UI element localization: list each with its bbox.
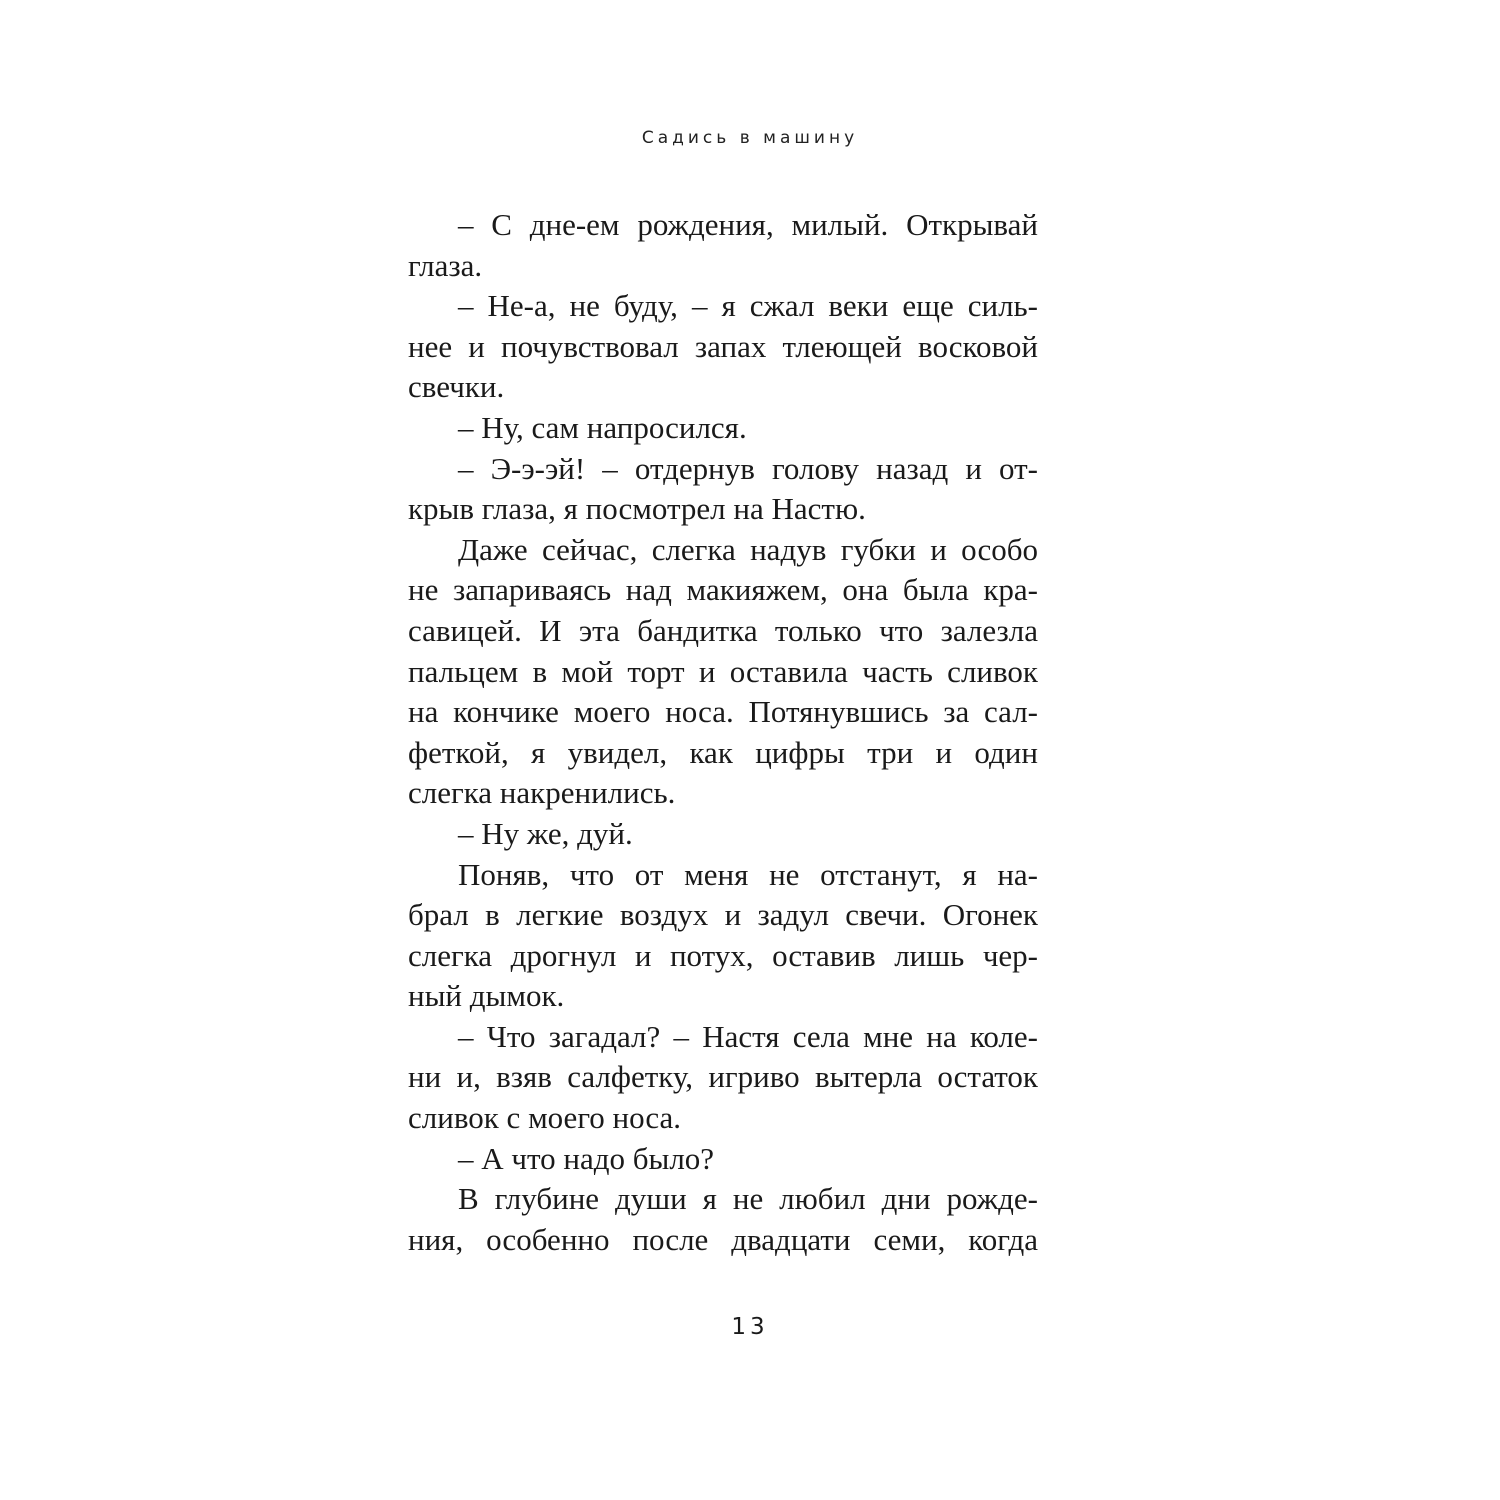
text-line: слегка накренились.: [408, 775, 676, 811]
text-line: В глубине души я не любил дни рожде-: [458, 1181, 1038, 1217]
text-line: феткой, я увидел, как цифры три и один: [408, 734, 1038, 770]
running-head: Садись в машину: [641, 128, 859, 148]
text-line: сливок с моего носа.: [408, 1100, 682, 1136]
text-line: ния, особенно после двадцати семи, когда: [408, 1221, 1038, 1257]
text-line: – Э-э-эй! – отдернув голову назад и от-: [458, 450, 1038, 486]
text-line: брал в легкие воздух и задул свечи. Огонек: [408, 897, 1038, 933]
text-line: – Что загадал? – Настя села мне на коле-: [458, 1018, 1038, 1054]
text-line: на кончике моего носа. Потянувшись за сал-: [408, 694, 1038, 730]
text-line: – С дне-ем рождения, милый. Открывай: [458, 207, 1038, 242]
body-text: [408, 205, 1038, 1260]
text-line: – А что надо было?: [458, 1140, 715, 1176]
text-line: ный дымок.: [408, 978, 565, 1014]
text-line: – Ну, сам напросился.: [458, 409, 747, 445]
page-number: 13: [731, 1314, 769, 1340]
text-line: свечки.: [408, 369, 505, 405]
text-line: крыв глаза, я посмотрел на Настю.: [408, 491, 866, 527]
text-line: не запариваясь над макияжем, она была кра-: [408, 572, 1038, 608]
text-line: пальцем в мой торт и оставила часть сливок: [408, 653, 1038, 689]
text-line: – Не-а, не буду, – я сжал веки еще силь-: [458, 288, 1038, 324]
text-line: савицей. И эта бандитка только что залезла: [408, 612, 1038, 648]
text-line: нее и почувствовал запах тлеющей восковой: [408, 328, 1038, 364]
text-line: слегка дрогнул и потух, оставив лишь чер-: [408, 937, 1038, 973]
text-line: – Ну же, дуй.: [458, 815, 633, 851]
text-line: Даже сейчас, слегка надув губки и особо: [458, 531, 1038, 567]
text-line: Поняв, что от меня не отстанут, я на-: [458, 856, 1038, 892]
text-line: глаза.: [408, 247, 483, 283]
text-line: ни и, взяв салфетку, игриво вытерла остаток: [408, 1059, 1038, 1095]
